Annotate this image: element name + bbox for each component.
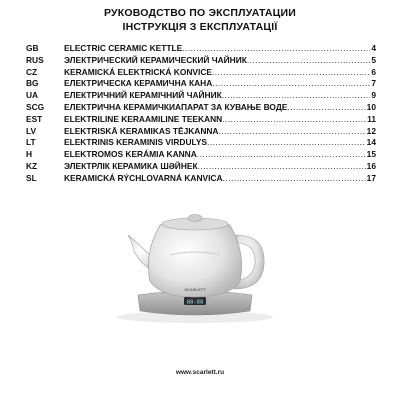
toc-row xyxy=(26,90,376,102)
toc-dot-leader xyxy=(207,137,366,149)
toc-dot-leader xyxy=(222,114,366,126)
table-of-contents xyxy=(26,43,376,185)
kettle-photo xyxy=(100,205,290,325)
kettle-display-text: 88:88 xyxy=(186,299,204,306)
toc-row xyxy=(26,43,376,55)
toc-dot-leader xyxy=(182,43,370,55)
toc-section-title: ЕЛЕКТРИЧЕСКА КЕРАМИЧНА КАНА xyxy=(64,78,213,89)
toc-section-title: KERAMICKÁ ELEKTRICKÁ KONVICE xyxy=(64,66,212,77)
toc-page-number: 4 xyxy=(371,43,376,53)
toc-page-number: 16 xyxy=(366,160,376,171)
toc-language-code: SL xyxy=(26,172,37,183)
toc-row xyxy=(26,102,376,114)
toc-row xyxy=(26,67,376,79)
toc-section-title: ELEKTRISKĀ KERAMIKAS TĒJKANNA xyxy=(64,125,219,136)
kettle-lid-knob xyxy=(188,215,202,222)
toc-section-title: ELECTRIC CERAMIC KETTLE xyxy=(64,43,183,53)
toc-section-title: KERAMICKÁ RÝCHLOVARNÁ KANVICA xyxy=(64,172,223,183)
toc-row xyxy=(26,173,376,185)
toc-page-number: 9 xyxy=(371,90,376,101)
toc-section-title: ЭЛЕКТРИЧЕСКИЙ КЕРАМИЧЕСКИЙ ЧАЙНИК xyxy=(64,54,247,65)
title-ukrainian: ІНСТРУКЦІЯ З ЕКСПЛУАТАЦІЇ xyxy=(122,21,278,33)
toc-dot-leader xyxy=(247,55,370,67)
toc-dot-leader xyxy=(212,78,370,90)
title-russian: РУКОВОДСТВО ПО ЭКСПЛУАТАЦИИ xyxy=(103,7,297,19)
toc-language-code: CZ xyxy=(26,66,38,77)
toc-page-number: 17 xyxy=(366,172,376,183)
toc-row xyxy=(26,114,376,126)
toc-dot-leader xyxy=(223,173,366,185)
toc-language-code: BG xyxy=(26,78,39,89)
toc-dot-leader xyxy=(287,102,365,114)
toc-page-number: 6 xyxy=(371,66,376,77)
toc-language-code: H xyxy=(26,149,33,160)
toc-dot-leader xyxy=(198,161,366,173)
toc-section-title: ELEKTROMOS KERÁMIA KANNA xyxy=(64,149,197,160)
toc-dot-leader xyxy=(212,67,370,79)
toc-row xyxy=(26,137,376,149)
toc-page-number: 5 xyxy=(371,54,376,65)
toc-page-number: 12 xyxy=(366,125,376,136)
toc-section-title: ELEKTRINIS KERAMINIS VIRDULYS xyxy=(64,137,208,148)
website-footer: www.scarlett.ru xyxy=(175,369,225,376)
toc-language-code: EST xyxy=(26,113,43,124)
toc-language-code: GB xyxy=(26,43,39,53)
toc-page-number: 7 xyxy=(371,78,376,89)
toc-row xyxy=(26,149,376,161)
toc-section-title: ЭЛЕКТРЛІК КЕРАМИКА ШӘЙНЕК xyxy=(64,160,198,171)
toc-language-code: LV xyxy=(26,125,37,136)
toc-section-title: ЕЛЕКТРИЧНА КЕРАМИЧКИАПАРАТ ЗА КУВАЊЕ ВОДЕ xyxy=(64,101,288,112)
kettle-brand-logo: SCARLETT xyxy=(184,287,206,292)
toc-row xyxy=(26,161,376,173)
toc-dot-leader xyxy=(197,149,366,161)
document-header xyxy=(0,6,400,34)
toc-section-title: ЕЛЕКТРИЧНИЙ КЕРАМІЧНИЙ ЧАЙНИК xyxy=(64,90,222,101)
toc-language-code: UA xyxy=(26,90,39,101)
toc-dot-leader xyxy=(222,90,371,102)
toc-row xyxy=(26,126,376,138)
toc-language-code: SCG xyxy=(26,101,45,112)
toc-language-code: LT xyxy=(26,137,36,148)
toc-language-code: RUS xyxy=(26,54,44,65)
toc-page-number: 10 xyxy=(366,101,376,112)
toc-page-number: 11 xyxy=(367,113,376,124)
toc-row xyxy=(26,55,376,67)
toc-section-title: ELEKTRILINE KERAAMILINE TEEKANN xyxy=(64,113,223,124)
toc-dot-leader xyxy=(218,126,365,138)
toc-row xyxy=(26,78,376,90)
toc-page-number: 14 xyxy=(366,137,376,148)
kettle-body xyxy=(148,221,241,297)
toc-language-code: KZ xyxy=(26,160,38,171)
toc-page-number: 15 xyxy=(366,149,376,160)
